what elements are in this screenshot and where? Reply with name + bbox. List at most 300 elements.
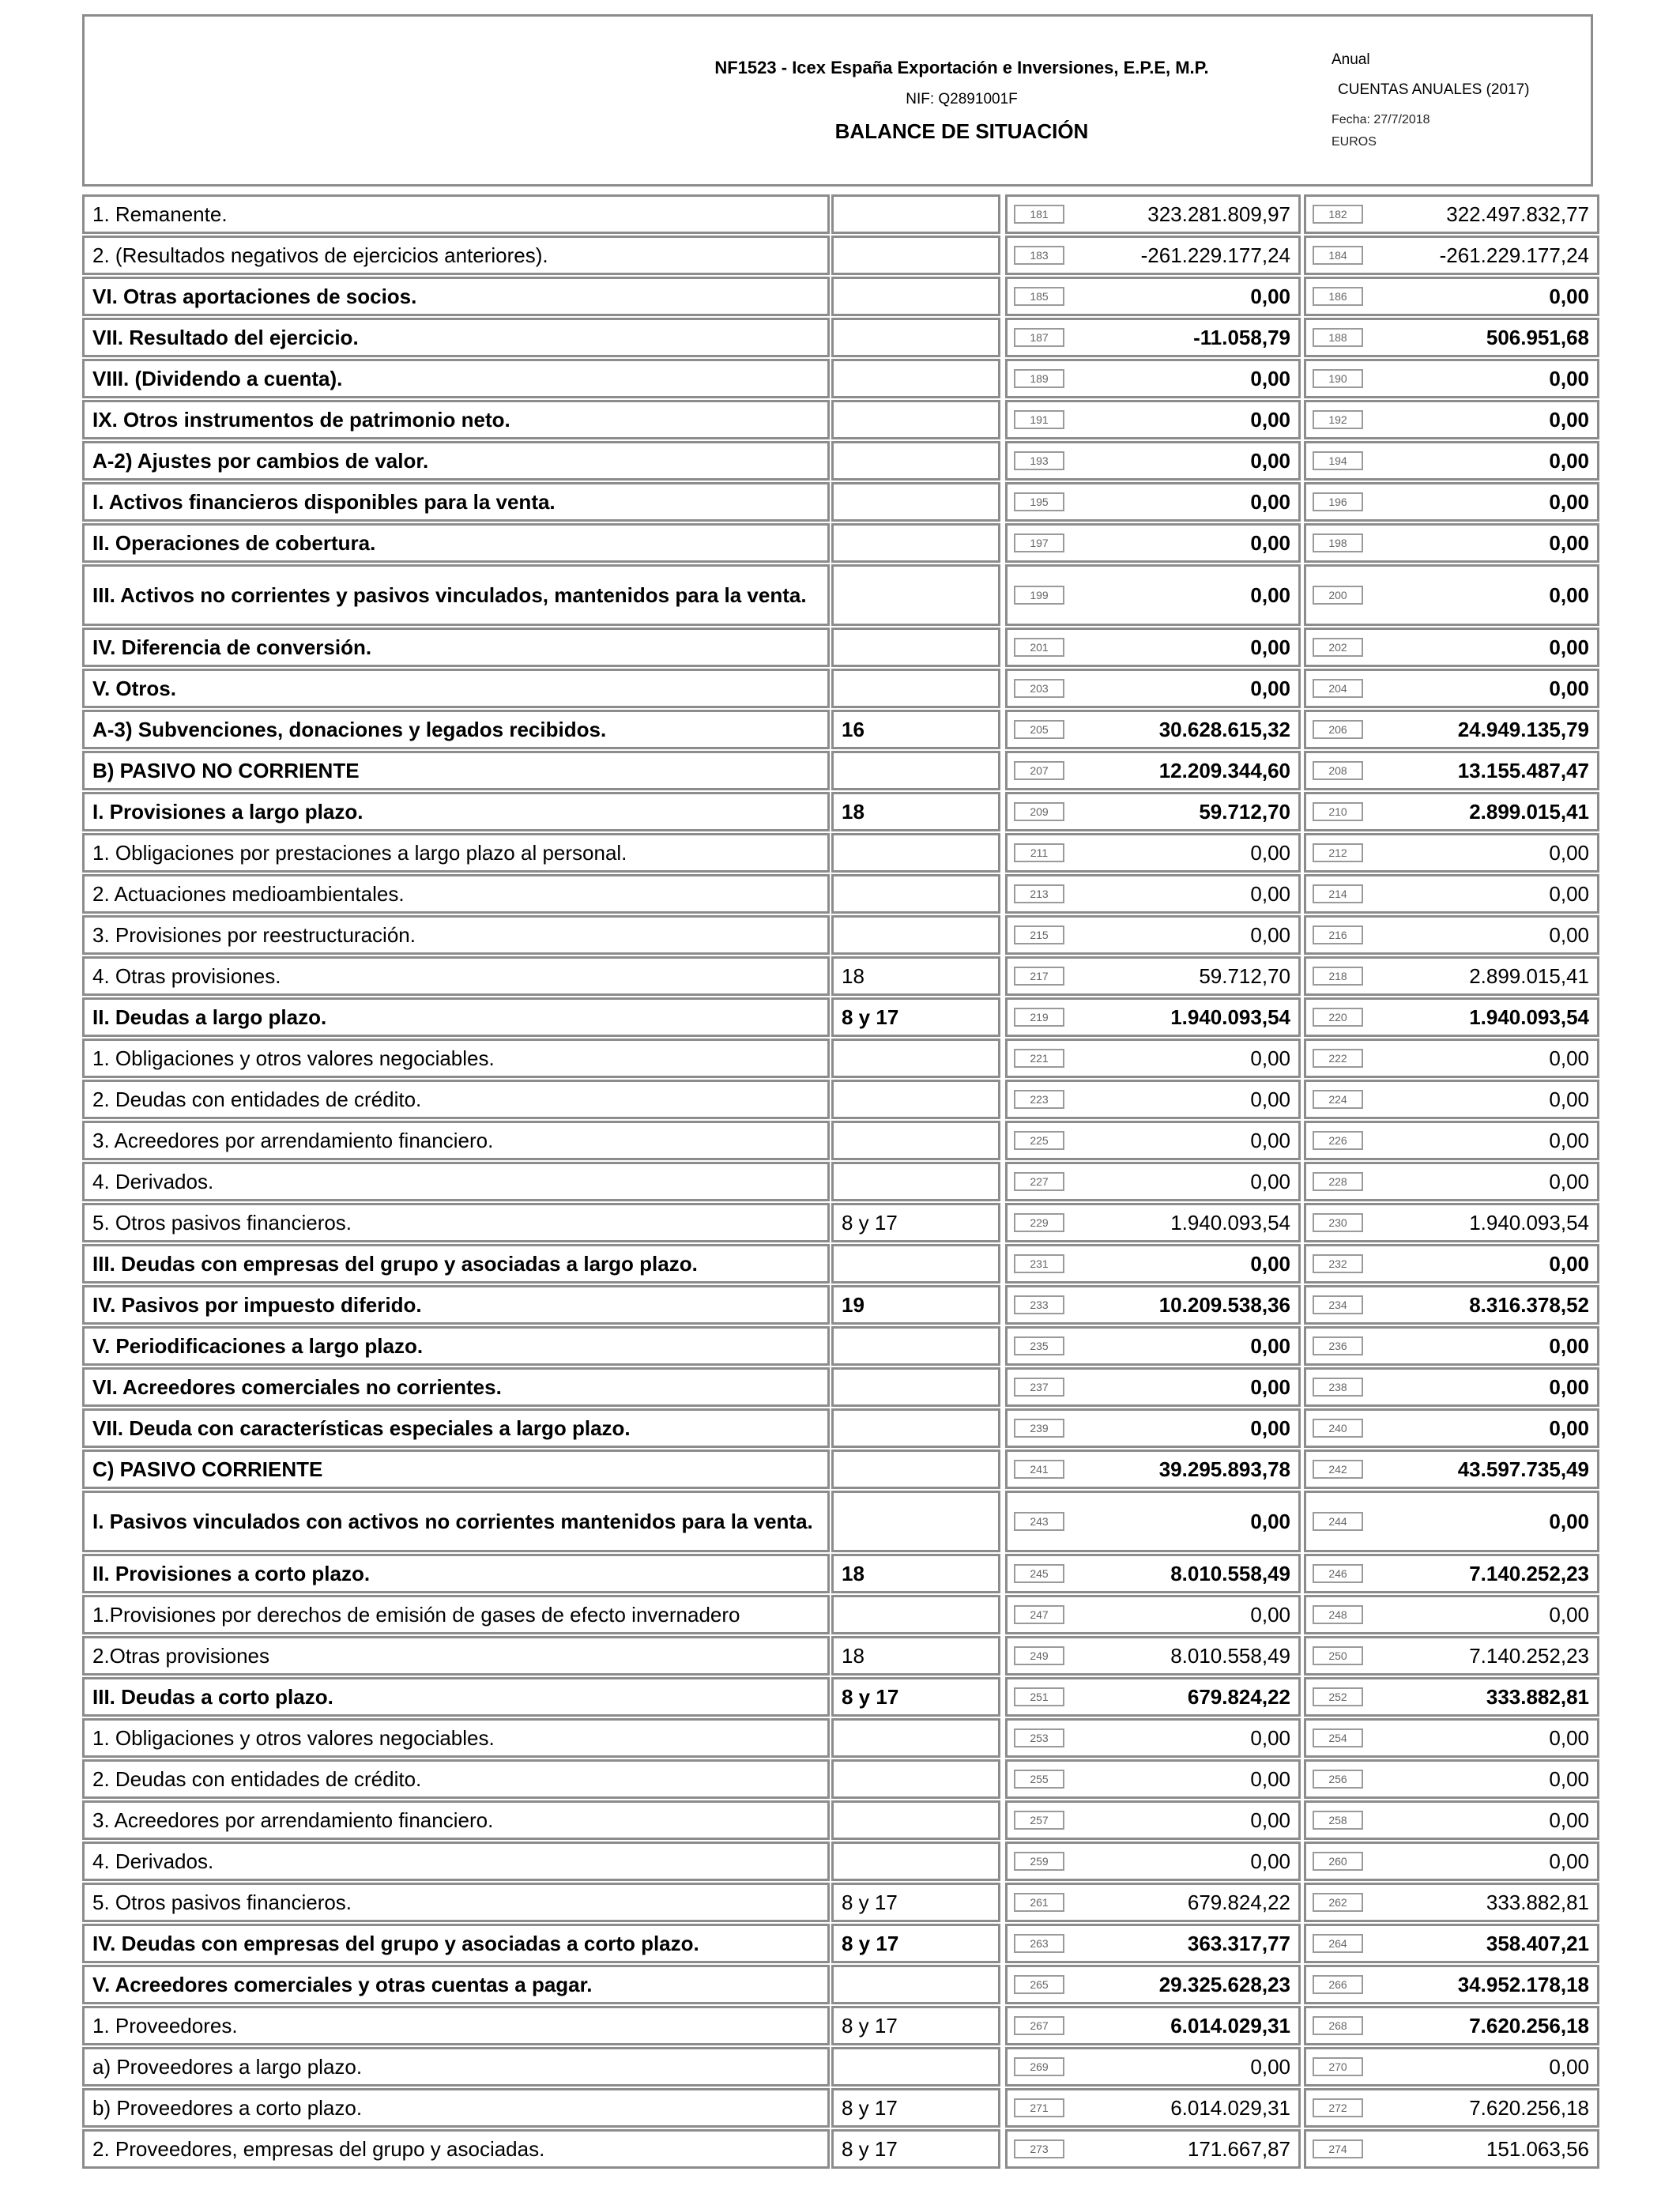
table-row xyxy=(82,1039,1601,1080)
row-note: 8 y 17 xyxy=(831,2129,1000,2169)
line-code-box: 194 xyxy=(1313,451,1363,470)
row-label: B) PASIVO NO CORRIENTE xyxy=(82,751,830,790)
line-code-box: 245 xyxy=(1014,1564,1064,1583)
current-year-value: 0,00 xyxy=(1250,881,1290,906)
current-year-value: 0,00 xyxy=(1250,1374,1290,1399)
row-label: 1. Obligaciones y otros valores negociables. xyxy=(82,1039,830,1078)
table-row xyxy=(82,792,1601,833)
current-year-cell xyxy=(1005,997,1301,1037)
line-code-box: 191 xyxy=(1014,410,1064,429)
table-row xyxy=(82,833,1601,874)
current-year-value: 59.712,70 xyxy=(1199,799,1290,824)
row-note xyxy=(831,1080,1000,1119)
line-code-box: 190 xyxy=(1313,369,1363,388)
prior-year-cell xyxy=(1304,1408,1599,1448)
table-row xyxy=(82,1162,1601,1203)
current-year-cell xyxy=(1005,1449,1301,1489)
table-row xyxy=(82,1759,1601,1800)
row-note xyxy=(831,277,1000,316)
row-note: 8 y 17 xyxy=(831,1203,1000,1242)
prior-year-value: 0,00 xyxy=(1549,530,1589,555)
row-label: 4. Derivados. xyxy=(82,1162,830,1201)
line-code-box: 234 xyxy=(1313,1295,1363,1314)
row-label: II. Operaciones de cobertura. xyxy=(82,523,830,563)
current-year-value: 0,00 xyxy=(1250,1128,1290,1152)
row-note xyxy=(831,669,1000,708)
prior-year-value: 34.952.178,18 xyxy=(1457,1972,1589,1996)
row-note: 8 y 17 xyxy=(831,997,1000,1037)
prior-year-cell xyxy=(1304,1800,1599,1840)
line-code-box: 193 xyxy=(1014,451,1064,470)
row-note: 8 y 17 xyxy=(831,1883,1000,1922)
current-year-cell xyxy=(1005,1965,1301,2004)
table-row xyxy=(82,2088,1601,2129)
current-year-cell xyxy=(1005,236,1301,275)
line-code-box: 237 xyxy=(1014,1378,1064,1397)
line-code-box: 251 xyxy=(1014,1687,1064,1706)
line-code-box: 214 xyxy=(1313,884,1363,903)
current-year-value: 0,00 xyxy=(1250,366,1290,390)
company-nif: NIF: Q2891001F xyxy=(906,91,1018,107)
current-year-value: 0,00 xyxy=(1250,1169,1290,1193)
row-label: VII. Resultado del ejercicio. xyxy=(82,318,830,357)
line-code-box: 269 xyxy=(1014,2057,1064,2076)
row-label: V. Periodificaciones a largo plazo. xyxy=(82,1326,830,1366)
prior-year-value: 0,00 xyxy=(1549,1046,1589,1070)
prior-year-value: 358.407,21 xyxy=(1486,1931,1589,1955)
line-code-box: 205 xyxy=(1014,720,1064,739)
current-year-cell xyxy=(1005,1408,1301,1448)
line-code-box: 213 xyxy=(1014,884,1064,903)
current-year-cell xyxy=(1005,277,1301,316)
line-code-box: 221 xyxy=(1014,1049,1064,1068)
current-year-value: 0,00 xyxy=(1250,489,1290,514)
table-row xyxy=(82,1677,1601,1718)
prior-year-value: 0,00 xyxy=(1549,1725,1589,1750)
prior-year-value: 0,00 xyxy=(1549,407,1589,432)
line-code-box: 218 xyxy=(1313,967,1363,986)
current-year-cell xyxy=(1005,751,1301,790)
line-code-box: 204 xyxy=(1313,679,1363,698)
line-code-box: 212 xyxy=(1313,843,1363,862)
line-code-box: 247 xyxy=(1014,1605,1064,1624)
current-year-cell xyxy=(1005,441,1301,481)
current-year-cell xyxy=(1005,2129,1301,2169)
current-year-value: 679.824,22 xyxy=(1187,1684,1290,1709)
row-note xyxy=(831,1367,1000,1407)
current-year-value: 323.281.809,97 xyxy=(1147,202,1290,226)
prior-year-cell xyxy=(1304,523,1599,563)
table-row xyxy=(82,874,1601,915)
row-label: 2. Actuaciones medioambientales. xyxy=(82,874,830,914)
current-year-value: 29.325.628,23 xyxy=(1158,1972,1290,1996)
line-code-box: 201 xyxy=(1014,638,1064,657)
current-year-cell xyxy=(1005,1203,1301,1242)
row-label: IV. Deudas con empresas del grupo y asociadas a corto plazo. xyxy=(82,1924,830,1963)
current-year-cell xyxy=(1005,1554,1301,1593)
line-code-box: 229 xyxy=(1014,1213,1064,1232)
current-year-value: 6.014.029,31 xyxy=(1170,2013,1290,2038)
current-year-cell xyxy=(1005,956,1301,996)
prior-year-value: 2.899.015,41 xyxy=(1469,799,1589,824)
row-note xyxy=(831,1800,1000,1840)
line-code-box: 209 xyxy=(1014,802,1064,821)
line-code-box: 208 xyxy=(1313,761,1363,780)
row-note xyxy=(831,400,1000,439)
current-year-cell xyxy=(1005,792,1301,831)
line-code-box: 248 xyxy=(1313,1605,1363,1624)
line-code-box: 232 xyxy=(1313,1254,1363,1273)
current-year-value: 6.014.029,31 xyxy=(1170,2095,1290,2120)
prior-year-cell xyxy=(1304,669,1599,708)
current-year-cell xyxy=(1005,1636,1301,1676)
prior-year-value: 0,00 xyxy=(1549,635,1589,659)
row-label: VII. Deuda con características especiales a largo plazo. xyxy=(82,1408,830,1448)
row-note: 8 y 17 xyxy=(831,1677,1000,1717)
row-note xyxy=(831,1491,1000,1552)
line-code-box: 264 xyxy=(1313,1934,1363,1953)
prior-year-value: 2.899.015,41 xyxy=(1469,963,1589,988)
prior-year-cell xyxy=(1304,1965,1599,2004)
current-year-value: 0,00 xyxy=(1250,1509,1290,1533)
prior-year-cell xyxy=(1304,441,1599,481)
prior-year-cell xyxy=(1304,1924,1599,1963)
table-row xyxy=(82,1718,1601,1759)
line-code-box: 228 xyxy=(1313,1172,1363,1191)
line-code-box: 187 xyxy=(1014,328,1064,347)
row-note xyxy=(831,1326,1000,1366)
prior-year-value: 0,00 xyxy=(1549,1849,1589,1873)
row-label: 1. Obligaciones por prestaciones a largo plazo al personal. xyxy=(82,833,830,873)
current-year-cell xyxy=(1005,1039,1301,1078)
document-header xyxy=(82,14,1593,187)
row-label: 2. (Resultados negativos de ejercicios anteriores). xyxy=(82,236,830,275)
row-note: 18 xyxy=(831,792,1000,831)
table-row xyxy=(82,628,1601,669)
row-note xyxy=(831,628,1000,667)
line-code-box: 185 xyxy=(1014,287,1064,306)
line-code-box: 253 xyxy=(1014,1728,1064,1747)
row-note xyxy=(831,1039,1000,1078)
prior-year-cell xyxy=(1304,1595,1599,1634)
current-year-value: 1.940.093,54 xyxy=(1170,1210,1290,1235)
current-year-value: 171.667,87 xyxy=(1187,2136,1290,2161)
line-code-box: 271 xyxy=(1014,2098,1064,2117)
prior-year-cell xyxy=(1304,1636,1599,1676)
line-code-box: 263 xyxy=(1014,1934,1064,1953)
table-row xyxy=(82,1408,1601,1449)
prior-year-value: 0,00 xyxy=(1549,284,1589,308)
current-year-value: 0,00 xyxy=(1250,1766,1290,1791)
table-row xyxy=(82,1367,1601,1408)
table-row xyxy=(82,1883,1601,1924)
current-year-cell xyxy=(1005,482,1301,522)
line-code-box: 268 xyxy=(1313,2016,1363,2035)
line-code-box: 235 xyxy=(1014,1336,1064,1355)
line-code-box: 243 xyxy=(1014,1512,1064,1531)
row-note xyxy=(831,1842,1000,1881)
row-label: VI. Acreedores comerciales no corrientes. xyxy=(82,1367,830,1407)
row-label: I. Pasivos vinculados con activos no corrientes mantenidos para la venta. xyxy=(82,1491,830,1552)
current-year-value: 363.317,77 xyxy=(1187,1931,1290,1955)
current-year-cell xyxy=(1005,2088,1301,2128)
line-code-box: 240 xyxy=(1313,1419,1363,1438)
line-code-box: 224 xyxy=(1313,1090,1363,1109)
prior-year-cell xyxy=(1304,482,1599,522)
table-row xyxy=(82,194,1601,236)
line-code-box: 199 xyxy=(1014,586,1064,605)
prior-year-value: 0,00 xyxy=(1549,1766,1589,1791)
row-note xyxy=(831,441,1000,481)
prior-year-value: 0,00 xyxy=(1549,676,1589,700)
prior-year-cell xyxy=(1304,277,1599,316)
current-year-value: 0,00 xyxy=(1250,1808,1290,1832)
current-year-cell xyxy=(1005,1491,1301,1552)
table-row xyxy=(82,482,1601,523)
line-code-box: 256 xyxy=(1313,1770,1363,1789)
prior-year-cell xyxy=(1304,318,1599,357)
row-label: 1.Provisiones por derechos de emisión de gases de efecto invernadero xyxy=(82,1595,830,1634)
line-code-box: 197 xyxy=(1014,533,1064,552)
current-year-value: 0,00 xyxy=(1250,1602,1290,1627)
line-code-box: 216 xyxy=(1313,925,1363,944)
current-year-cell xyxy=(1005,523,1301,563)
table-row xyxy=(82,1842,1601,1883)
prior-year-value: 0,00 xyxy=(1549,1087,1589,1111)
line-code-box: 254 xyxy=(1313,1728,1363,1747)
row-note: 8 y 17 xyxy=(831,2006,1000,2045)
current-year-value: -261.229.177,24 xyxy=(1140,243,1290,267)
row-label: III. Deudas con empresas del grupo y asociadas a largo plazo. xyxy=(82,1244,830,1284)
row-label: 3. Acreedores por arrendamiento financiero. xyxy=(82,1800,830,1840)
prior-year-value: 8.316.378,52 xyxy=(1469,1292,1589,1317)
current-year-value: 0,00 xyxy=(1250,1416,1290,1440)
current-year-cell xyxy=(1005,1883,1301,1922)
company-name: NF1523 - Icex España Exportación e Inversiones, E.P.E, M.P. xyxy=(714,58,1209,77)
date-label: Fecha: 27/7/2018 xyxy=(1332,113,1430,126)
line-code-box: 262 xyxy=(1313,1893,1363,1912)
current-year-value: 0,00 xyxy=(1250,1725,1290,1750)
currency-label: EUROS xyxy=(1332,135,1377,149)
table-row xyxy=(82,564,1601,628)
current-year-value: 0,00 xyxy=(1250,2054,1290,2079)
table-row xyxy=(82,1554,1601,1595)
line-code-box: 226 xyxy=(1313,1131,1363,1150)
prior-year-cell xyxy=(1304,1554,1599,1593)
line-code-box: 259 xyxy=(1014,1852,1064,1871)
current-year-value: 0,00 xyxy=(1250,922,1290,947)
row-note xyxy=(831,751,1000,790)
line-code-box: 266 xyxy=(1313,1975,1363,1994)
row-note xyxy=(831,564,1000,626)
row-label: 1. Obligaciones y otros valores negociables. xyxy=(82,1718,830,1758)
line-code-box: 272 xyxy=(1313,2098,1363,2117)
row-note xyxy=(831,318,1000,357)
current-year-cell xyxy=(1005,1080,1301,1119)
prior-year-cell xyxy=(1304,2129,1599,2169)
line-code-box: 200 xyxy=(1313,586,1363,605)
prior-year-value: 0,00 xyxy=(1549,922,1589,947)
prior-year-cell xyxy=(1304,1718,1599,1758)
line-code-box: 231 xyxy=(1014,1254,1064,1273)
line-code-box: 258 xyxy=(1313,1811,1363,1830)
prior-year-value: 0,00 xyxy=(1549,1128,1589,1152)
prior-year-value: 0,00 xyxy=(1549,1374,1589,1399)
prior-year-value: 0,00 xyxy=(1549,1509,1589,1533)
prior-year-cell xyxy=(1304,1449,1599,1489)
line-code-box: 220 xyxy=(1313,1008,1363,1027)
row-label: A-2) Ajustes por cambios de valor. xyxy=(82,441,830,481)
prior-year-cell xyxy=(1304,1491,1599,1552)
current-year-value: 8.010.558,49 xyxy=(1170,1643,1290,1668)
prior-year-cell xyxy=(1304,751,1599,790)
row-label: 2. Deudas con entidades de crédito. xyxy=(82,1080,830,1119)
row-label: 1. Remanente. xyxy=(82,194,830,234)
prior-year-cell xyxy=(1304,1759,1599,1799)
table-row xyxy=(82,1491,1601,1554)
line-code-box: 267 xyxy=(1014,2016,1064,2035)
prior-year-cell xyxy=(1304,1080,1599,1119)
row-label: IX. Otros instrumentos de patrimonio neto. xyxy=(82,400,830,439)
line-code-box: 242 xyxy=(1313,1460,1363,1479)
row-note xyxy=(831,1595,1000,1634)
prior-year-cell xyxy=(1304,1285,1599,1325)
line-code-box: 215 xyxy=(1014,925,1064,944)
table-row xyxy=(82,1800,1601,1842)
line-code-box: 211 xyxy=(1014,843,1064,862)
prior-year-cell xyxy=(1304,236,1599,275)
prior-year-cell xyxy=(1304,400,1599,439)
prior-year-value: 0,00 xyxy=(1549,366,1589,390)
current-year-cell xyxy=(1005,833,1301,873)
current-year-value: 0,00 xyxy=(1250,1087,1290,1111)
current-year-cell xyxy=(1005,1244,1301,1284)
table-row xyxy=(82,751,1601,792)
row-label: V. Otros. xyxy=(82,669,830,708)
current-year-value: 0,00 xyxy=(1250,840,1290,865)
prior-year-cell xyxy=(1304,1326,1599,1366)
table-row xyxy=(82,359,1601,400)
prior-year-cell xyxy=(1304,956,1599,996)
prior-year-value: 0,00 xyxy=(1549,1251,1589,1276)
row-note xyxy=(831,2047,1000,2087)
line-code-box: 273 xyxy=(1014,2139,1064,2158)
prior-year-value: 13.155.487,47 xyxy=(1457,758,1589,782)
row-label: II. Deudas a largo plazo. xyxy=(82,997,830,1037)
line-code-box: 250 xyxy=(1313,1646,1363,1665)
table-row xyxy=(82,2006,1601,2047)
prior-year-value: -261.229.177,24 xyxy=(1439,243,1589,267)
prior-year-value: 24.949.135,79 xyxy=(1457,717,1589,741)
current-year-cell xyxy=(1005,194,1301,234)
table-row xyxy=(82,277,1601,318)
row-note xyxy=(831,874,1000,914)
line-code-box: 227 xyxy=(1014,1172,1064,1191)
current-year-value: 39.295.893,78 xyxy=(1158,1457,1290,1481)
row-label: 2. Proveedores, empresas del grupo y asociadas. xyxy=(82,2129,830,2169)
current-year-value: 0,00 xyxy=(1250,676,1290,700)
current-year-value: 30.628.615,32 xyxy=(1158,717,1290,741)
table-row xyxy=(82,1080,1601,1121)
prior-year-value: 0,00 xyxy=(1549,881,1589,906)
current-year-cell xyxy=(1005,1800,1301,1840)
prior-year-value: 43.597.735,49 xyxy=(1457,1457,1589,1481)
current-year-cell xyxy=(1005,1367,1301,1407)
row-label: IV. Diferencia de conversión. xyxy=(82,628,830,667)
table-row xyxy=(82,956,1601,997)
current-year-value: 0,00 xyxy=(1250,1046,1290,1070)
line-code-box: 203 xyxy=(1014,679,1064,698)
row-label: VIII. (Dividendo a cuenta). xyxy=(82,359,830,398)
prior-year-value: 0,00 xyxy=(1549,1333,1589,1358)
row-note: 8 y 17 xyxy=(831,1924,1000,1963)
line-code-box: 270 xyxy=(1313,2057,1363,2076)
current-year-cell xyxy=(1005,1842,1301,1881)
line-code-box: 236 xyxy=(1313,1336,1363,1355)
current-year-value: 10.209.538,36 xyxy=(1158,1292,1290,1317)
line-code-box: 192 xyxy=(1313,410,1363,429)
current-year-cell xyxy=(1005,2047,1301,2087)
table-row xyxy=(82,1203,1601,1244)
balance-table xyxy=(82,194,1601,2170)
row-label: 5. Otros pasivos financieros. xyxy=(82,1883,830,1922)
line-code-box: 207 xyxy=(1014,761,1064,780)
prior-year-cell xyxy=(1304,1842,1599,1881)
current-year-value: 0,00 xyxy=(1250,1849,1290,1873)
line-code-box: 217 xyxy=(1014,967,1064,986)
row-note: 8 y 17 xyxy=(831,2088,1000,2128)
row-note xyxy=(831,482,1000,522)
current-year-cell xyxy=(1005,318,1301,357)
prior-year-cell xyxy=(1304,915,1599,955)
line-code-box: 274 xyxy=(1313,2139,1363,2158)
row-label: III. Deudas a corto plazo. xyxy=(82,1677,830,1717)
line-code-box: 260 xyxy=(1313,1852,1363,1871)
table-row xyxy=(82,236,1601,277)
row-note xyxy=(831,1718,1000,1758)
line-code-box: 230 xyxy=(1313,1213,1363,1232)
prior-year-value: 0,00 xyxy=(1549,840,1589,865)
prior-year-value: 151.063,56 xyxy=(1486,2136,1589,2161)
prior-year-cell xyxy=(1304,710,1599,749)
line-code-box: 241 xyxy=(1014,1460,1064,1479)
document-title: BALANCE DE SITUACIÓN xyxy=(834,119,1089,143)
row-label: b) Proveedores a corto plazo. xyxy=(82,2088,830,2128)
row-label: 3. Acreedores por arrendamiento financiero. xyxy=(82,1121,830,1160)
current-year-value: 59.712,70 xyxy=(1199,963,1290,988)
line-code-box: 249 xyxy=(1014,1646,1064,1665)
line-code-box: 206 xyxy=(1313,720,1363,739)
row-label: III. Activos no corrientes y pasivos vinculados, mantenidos para la venta. xyxy=(82,564,830,626)
row-note: 16 xyxy=(831,710,1000,749)
line-code-box: 238 xyxy=(1313,1378,1363,1397)
table-row xyxy=(82,1924,1601,1965)
current-year-cell xyxy=(1005,1677,1301,1717)
line-code-box: 183 xyxy=(1014,246,1064,265)
line-code-box: 257 xyxy=(1014,1811,1064,1830)
prior-year-value: 0,00 xyxy=(1549,489,1589,514)
row-label: 1. Proveedores. xyxy=(82,2006,830,2045)
prior-year-cell xyxy=(1304,1203,1599,1242)
prior-year-cell xyxy=(1304,1121,1599,1160)
row-label: 4. Otras provisiones. xyxy=(82,956,830,996)
line-code-box: 223 xyxy=(1014,1090,1064,1109)
current-year-cell xyxy=(1005,400,1301,439)
prior-year-value: 0,00 xyxy=(1549,1416,1589,1440)
current-year-value: 679.824,22 xyxy=(1187,1890,1290,1914)
current-year-value: 1.940.093,54 xyxy=(1170,1005,1290,1029)
prior-year-value: 7.620.256,18 xyxy=(1469,2013,1589,2038)
